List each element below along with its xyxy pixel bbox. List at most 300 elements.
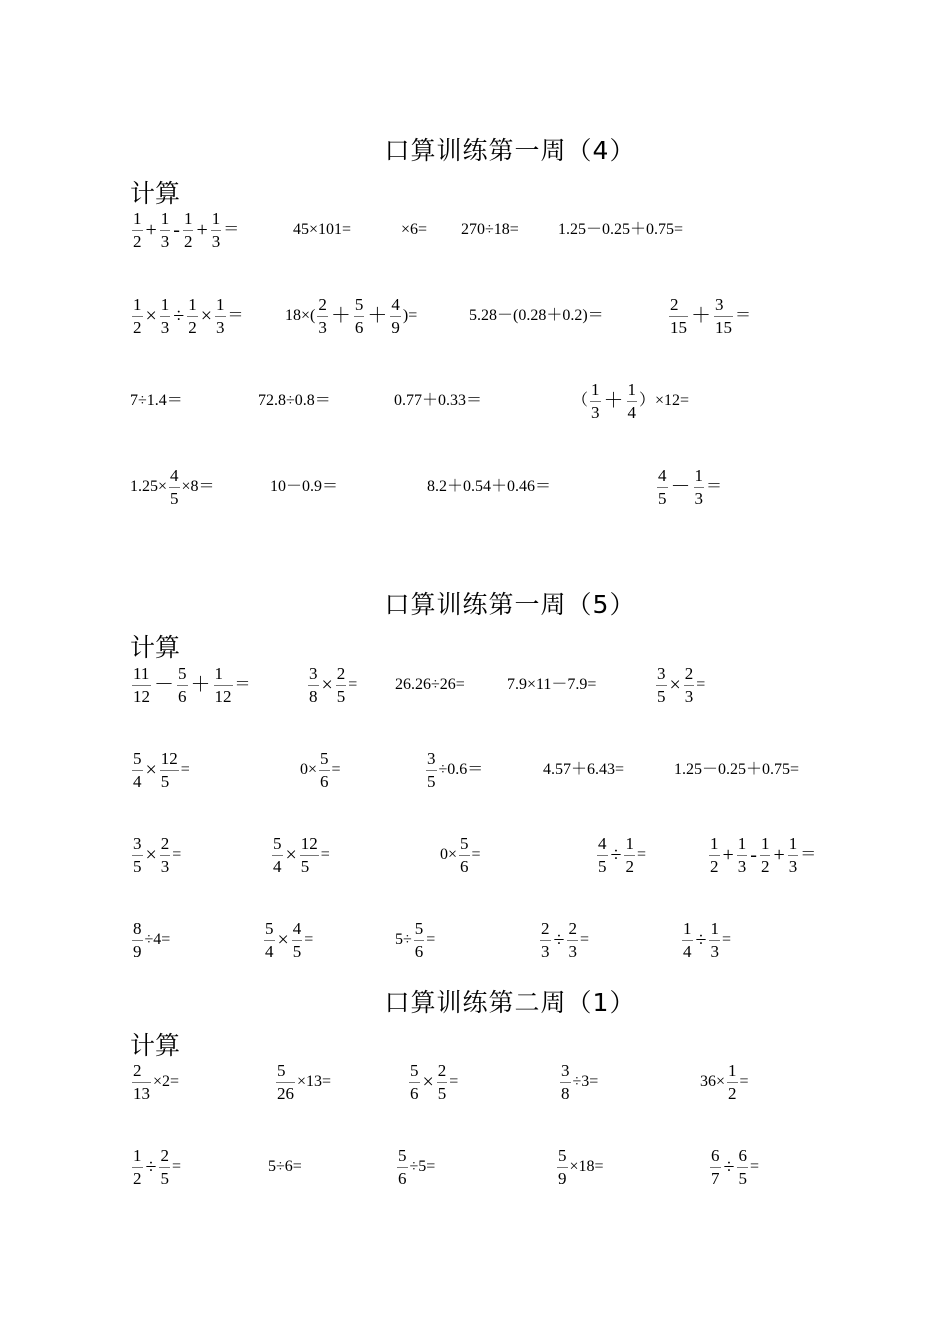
math-problem (572, 381, 689, 422)
denominator: 5 (292, 941, 302, 961)
numerator: 1 (215, 296, 226, 317)
expression-text: 10－0.9＝ (270, 478, 339, 496)
operator: × (145, 305, 157, 327)
fraction (132, 1062, 151, 1103)
numerator: 1 (132, 1147, 143, 1168)
denominator: 3 (737, 856, 747, 876)
math-problem (130, 393, 183, 409)
math-problem (461, 222, 519, 238)
numerator: 2 (540, 920, 551, 941)
expression-text: = (320, 846, 330, 863)
fraction (336, 665, 347, 706)
operator: － (670, 476, 691, 498)
denominator: 3 (160, 317, 170, 337)
expression-text: ＝ (227, 307, 244, 324)
fraction (437, 1062, 448, 1103)
numerator: 1 (214, 665, 233, 686)
fraction (459, 835, 470, 876)
fraction (590, 381, 601, 422)
math-problem (655, 467, 722, 508)
numerator: 4 (597, 835, 608, 856)
numerator: 5 (459, 835, 470, 856)
numerator: 2 (317, 296, 328, 317)
numerator: 1 (709, 835, 720, 856)
expression-text: ）×12= (639, 392, 690, 409)
expression-text: 7.9×11－7.9= (507, 676, 597, 694)
numerator: 6 (737, 1147, 748, 1168)
numerator: 2 (159, 1147, 170, 1168)
denominator: 9 (133, 941, 142, 961)
expression-text: ＝ (735, 307, 752, 324)
numerator: 1 (760, 835, 771, 856)
denominator: 5 (437, 1083, 447, 1103)
operator: × (669, 674, 681, 696)
math-problem (558, 1062, 598, 1103)
expression-text: 26.26÷26= (395, 676, 465, 694)
denominator: 2 (710, 856, 719, 876)
math-problem (270, 479, 338, 495)
expression-text: 1.25× (130, 478, 168, 495)
fraction (132, 920, 143, 961)
math-problem (293, 222, 351, 238)
denominator: 3 (216, 317, 225, 337)
numerator: 1 (160, 210, 171, 231)
math-problem (395, 920, 435, 961)
fraction (308, 665, 319, 706)
denominator: 4 (273, 856, 282, 876)
expression-text: （ (572, 392, 589, 409)
math-problem (667, 296, 751, 337)
expression-text: = (426, 931, 436, 948)
denominator: 9 (391, 317, 400, 337)
fraction (160, 750, 179, 791)
expression-text: = (171, 1158, 182, 1175)
numerator: 5 (409, 1062, 420, 1083)
numerator: 3 (714, 296, 733, 317)
numerator: 12 (160, 750, 179, 771)
denominator: 2 (760, 856, 770, 876)
numerator: 4 (169, 467, 180, 488)
operator: × (145, 844, 157, 866)
numerator: 1 (727, 1062, 738, 1083)
fraction (709, 835, 720, 876)
numerator: 1 (132, 210, 143, 231)
denominator: 5 (658, 488, 667, 508)
expression-text: 270÷18= (461, 221, 519, 239)
math-problem (130, 210, 239, 251)
numerator: 5 (354, 296, 365, 317)
numerator: 1 (160, 296, 171, 317)
fraction (714, 296, 733, 337)
numerator: 5 (397, 1147, 408, 1168)
operator: － (154, 674, 174, 696)
denominator: 12 (214, 686, 232, 706)
fraction (788, 835, 799, 876)
denominator: 5 (336, 686, 346, 706)
numerator: 2 (669, 296, 688, 317)
math-problem (507, 677, 596, 693)
operator: × (145, 759, 157, 781)
fraction (319, 750, 330, 791)
expression-text: = (331, 761, 341, 778)
expression-text: = (449, 1073, 459, 1090)
expression-text: = (696, 676, 706, 693)
math-problem (258, 393, 331, 409)
section-title: 口算训练第一周（5） (384, 590, 636, 619)
math-problem (401, 222, 427, 238)
fraction (397, 1147, 408, 1188)
math-problem (285, 296, 417, 337)
fraction (656, 665, 667, 706)
section-title: 口算训练第二周（1） (384, 988, 636, 1017)
denominator: 3 (591, 402, 600, 422)
expression-text: 36× (700, 1073, 726, 1090)
numerator: 1 (624, 835, 635, 856)
denominator: 8 (309, 686, 318, 706)
operator: - (173, 219, 180, 241)
expression-text: ÷4= (144, 931, 171, 948)
denominator: 3 (568, 941, 577, 961)
numerator: 4 (657, 467, 668, 488)
numerator: 1 (590, 381, 601, 402)
math-problem (424, 750, 483, 791)
denominator: 2 (625, 856, 634, 876)
expression-text: ＝ (223, 221, 240, 238)
operator: + (773, 844, 785, 866)
fraction (567, 920, 578, 961)
denominator: 4 (265, 941, 274, 961)
denominator: 3 (788, 856, 798, 876)
operator: × (200, 305, 213, 327)
fraction (211, 210, 222, 251)
fraction (727, 1062, 738, 1103)
numerator: 2 (437, 1062, 448, 1083)
fraction (557, 1147, 568, 1188)
math-problem (440, 835, 481, 876)
numerator: 1 (694, 467, 705, 488)
math-problem (707, 835, 816, 876)
numerator: 1 (788, 835, 799, 856)
math-problem (538, 920, 589, 961)
numerator: 1 (709, 920, 720, 941)
fraction (694, 467, 705, 508)
expression-text: 1.25－0.25＋0.75= (674, 761, 800, 779)
math-problem (674, 762, 799, 778)
fraction (760, 835, 771, 876)
operator: ＋ (190, 674, 211, 696)
fraction (183, 210, 194, 251)
fraction (684, 665, 695, 706)
operator: + (722, 844, 734, 866)
operator: ÷ (695, 929, 707, 951)
numerator: 1 (682, 920, 693, 941)
denominator: 2 (133, 1168, 142, 1188)
fraction (597, 835, 608, 876)
math-problem (130, 665, 251, 706)
expression-text: 0× (300, 761, 318, 778)
operator: ÷ (553, 929, 565, 951)
fraction (669, 296, 688, 337)
expression-text: ×13= (297, 1073, 332, 1090)
fraction (540, 920, 551, 961)
math-problem (395, 677, 465, 693)
denominator: 6 (320, 771, 329, 791)
numerator: 1 (183, 210, 194, 231)
numerator: 5 (132, 750, 143, 771)
denominator: 3 (541, 941, 550, 961)
fraction (737, 835, 748, 876)
section-title: 口算训练第一周（4） (384, 136, 636, 165)
expression-text: 1.25－0.25＋0.75= (558, 221, 684, 239)
denominator: 15 (670, 317, 687, 337)
math-problem (543, 762, 624, 778)
denominator: 4 (683, 941, 692, 961)
expression-text: 45×101= (293, 221, 352, 239)
expression-text: 5÷6= (268, 1158, 302, 1176)
expression-text: ×18= (569, 1158, 604, 1175)
numerator: 8 (132, 920, 143, 941)
math-problem (268, 1159, 302, 1175)
denominator: 4 (627, 402, 637, 422)
expression-text: = (739, 1073, 749, 1090)
fraction (132, 665, 151, 706)
numerator: 1 (627, 381, 638, 402)
fraction (709, 920, 720, 961)
section-label: 计算 (130, 1031, 181, 1060)
expression-text: = (579, 931, 590, 948)
denominator: 9 (558, 1168, 567, 1188)
denominator: 6 (460, 856, 469, 876)
fraction (215, 296, 226, 337)
fraction (132, 750, 143, 791)
numerator: 1 (737, 835, 748, 856)
denominator: 3 (694, 488, 703, 508)
expression-text: ÷3= (572, 1073, 599, 1090)
operator: ÷ (173, 305, 185, 327)
denominator: 3 (160, 231, 170, 251)
numerator: 5 (319, 750, 330, 771)
denominator: 6 (398, 1168, 407, 1188)
denominator: 6 (178, 686, 187, 706)
math-problem (130, 920, 170, 961)
fraction (169, 467, 180, 508)
operator: ＋ (603, 390, 624, 412)
operator: ＋ (367, 305, 388, 327)
denominator: 12 (133, 686, 150, 706)
expression-text: = (749, 1158, 760, 1175)
fraction (737, 1147, 748, 1188)
fraction (177, 665, 188, 706)
denominator: 5 (300, 856, 310, 876)
expression-text: = (636, 846, 647, 863)
fraction (160, 296, 171, 337)
denominator: 2 (728, 1083, 737, 1103)
numerator: 5 (557, 1147, 568, 1168)
fraction (159, 1147, 170, 1188)
math-problem (427, 479, 551, 495)
math-problem (130, 1062, 179, 1103)
numerator: 2 (684, 665, 695, 686)
denominator: 5 (598, 856, 607, 876)
numerator: 3 (426, 750, 437, 771)
numerator: 4 (390, 296, 401, 317)
fraction (317, 296, 328, 337)
denominator: 5 (160, 1168, 169, 1188)
numerator: 1 (211, 210, 222, 231)
denominator: 7 (711, 1168, 720, 1188)
expression-text: 0× (440, 846, 458, 863)
math-problem (595, 835, 646, 876)
math-problem (555, 1147, 604, 1188)
numerator: 5 (177, 665, 188, 686)
section-label: 计算 (130, 179, 181, 208)
numerator: 5 (272, 835, 283, 856)
numerator: 2 (160, 835, 171, 856)
fraction (390, 296, 401, 337)
denominator: 5 (160, 771, 170, 791)
denominator: 13 (133, 1083, 150, 1103)
denominator: 5 (427, 771, 436, 791)
fraction (624, 835, 635, 876)
expression-text: 7÷1.4＝ (130, 392, 183, 410)
expression-text: )= (402, 307, 418, 324)
expression-text: = (172, 846, 182, 863)
fraction (710, 1147, 721, 1188)
expression-text: = (180, 761, 190, 778)
expression-text: 8.2＋0.54＋0.46＝ (427, 478, 552, 496)
section-label: 计算 (130, 633, 181, 662)
math-problem (558, 222, 683, 238)
numerator: 12 (300, 835, 319, 856)
numerator: 5 (264, 920, 275, 941)
operator: ÷ (145, 1156, 157, 1178)
numerator: 5 (276, 1062, 295, 1083)
numerator: 11 (132, 665, 151, 686)
expression-text: 72.8÷0.8＝ (258, 392, 331, 410)
fraction (292, 920, 303, 961)
denominator: 4 (133, 771, 142, 791)
denominator: 6 (414, 941, 424, 961)
expression-text: ×8＝ (181, 478, 215, 495)
operator: × (422, 1071, 434, 1093)
denominator: 2 (188, 317, 197, 337)
denominator: 3 (684, 686, 694, 706)
denominator: 26 (277, 1083, 294, 1103)
expression-text: = (348, 676, 358, 693)
denominator: 5 (170, 488, 179, 508)
numerator: 3 (308, 665, 319, 686)
expression-text: ×6= (401, 221, 428, 239)
fraction (160, 210, 171, 251)
expression-text: 4.57＋6.43= (543, 761, 625, 779)
math-problem (700, 1062, 749, 1103)
denominator: 2 (133, 317, 142, 337)
operator: ÷ (610, 844, 622, 866)
denominator: 5 (738, 1168, 747, 1188)
fraction (160, 835, 171, 876)
math-problem (262, 920, 313, 961)
fraction (132, 296, 143, 337)
numerator: 4 (292, 920, 303, 941)
math-problem (270, 835, 330, 876)
fraction (264, 920, 275, 961)
fraction (187, 296, 198, 337)
denominator: 15 (715, 317, 732, 337)
math-problem (407, 1062, 458, 1103)
math-problem (130, 296, 244, 337)
fraction (300, 835, 319, 876)
numerator: 5 (414, 920, 425, 941)
numerator: 6 (710, 1147, 721, 1168)
numerator: 2 (336, 665, 347, 686)
numerator: 3 (656, 665, 667, 686)
math-problem (130, 750, 190, 791)
math-problem (395, 1147, 435, 1188)
numerator: 2 (132, 1062, 151, 1083)
expression-text: 5.28－(0.28＋0.2)＝ (469, 307, 604, 325)
fraction (132, 1147, 143, 1188)
expression-text: ÷5= (409, 1158, 436, 1175)
denominator: 6 (410, 1083, 419, 1103)
operator: × (285, 844, 297, 866)
fraction (682, 920, 693, 961)
expression-text: 0.77＋0.33＝ (394, 392, 483, 410)
fraction (426, 750, 437, 791)
operator: ＋ (691, 305, 711, 327)
math-problem (306, 665, 357, 706)
math-problem (130, 835, 181, 876)
expression-text: 18×( (285, 307, 316, 324)
expression-text: ＝ (800, 846, 817, 863)
denominator: 6 (354, 317, 364, 337)
math-problem (300, 750, 341, 791)
numerator: 2 (567, 920, 578, 941)
expression-text: 5÷ (395, 931, 412, 948)
operator: × (277, 929, 289, 951)
operator: - (750, 844, 757, 866)
denominator: 8 (561, 1083, 570, 1103)
expression-text: = (471, 846, 481, 863)
numerator: 3 (132, 835, 143, 856)
math-problem (654, 665, 705, 706)
expression-text: ÷0.6＝ (438, 761, 484, 778)
fraction (272, 835, 283, 876)
numerator: 1 (187, 296, 198, 317)
denominator: 2 (183, 231, 193, 251)
math-problem (708, 1147, 759, 1188)
fraction (132, 835, 143, 876)
fraction (560, 1062, 571, 1103)
operator: ＋ (330, 305, 351, 327)
expression-text: ＝ (706, 478, 723, 495)
operator: ÷ (723, 1156, 735, 1178)
fraction (132, 210, 143, 251)
fraction (414, 920, 425, 961)
expression-text: ＝ (234, 676, 251, 693)
fraction (409, 1062, 420, 1103)
operator: + (196, 219, 208, 241)
math-problem (130, 1147, 181, 1188)
expression-text: ×2= (153, 1073, 180, 1090)
operator: + (145, 219, 157, 241)
math-problem (274, 1062, 331, 1103)
expression-text: = (721, 931, 732, 948)
math-problem (469, 308, 604, 324)
fraction (354, 296, 365, 337)
denominator: 3 (318, 317, 327, 337)
fraction (214, 665, 233, 706)
math-problem (130, 467, 215, 508)
